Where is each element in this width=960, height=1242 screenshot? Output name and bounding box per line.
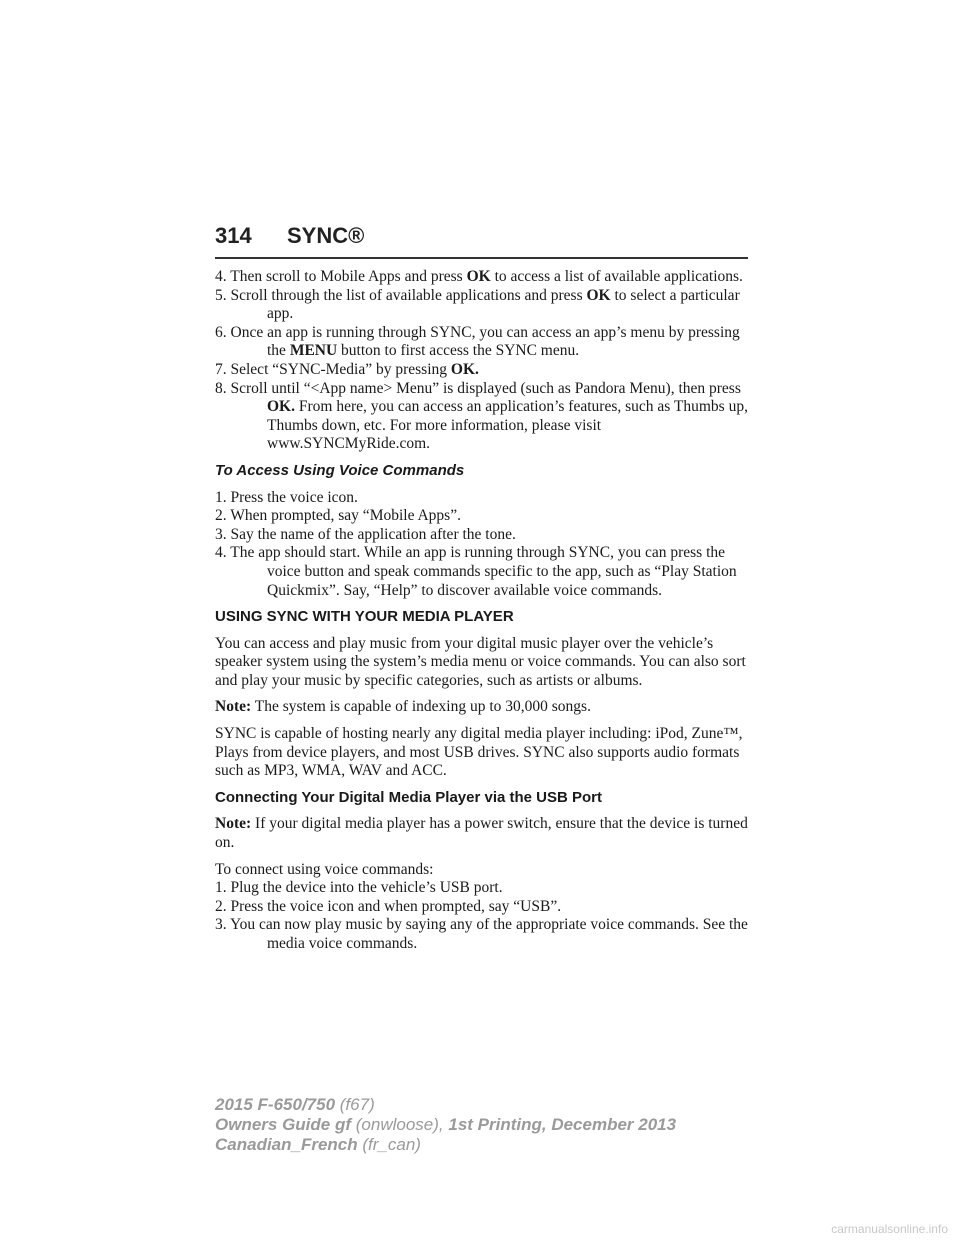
media-paragraph-2: SYNC is capable of hosting nearly any digital media player including: iPod, Zune™, Plays from device players, and most USB drives. SYNC also supports audio formats such as MP3, WMA, WAV and ACC.	[215, 725, 743, 780]
list-item: 8. Scroll until “<App name> Menu” is displayed (such as Pandora Menu), then press OK. From here, you can access an application’s features, such as Thumbs up, Thumbs down, etc. For more information, please visit www.SYNCMyRide.com.	[215, 379, 748, 453]
connect-steps-list	[215, 879, 755, 953]
section-title: SYNC®	[287, 223, 365, 248]
media-player-heading: USING SYNC WITH YOUR MEDIA PLAYER	[215, 608, 514, 626]
voice-commands-heading: To Access Using Voice Commands	[215, 461, 465, 479]
footer-line-2: Owners Guide gf (onwloose), 1st Printing, December 2013	[215, 1115, 677, 1134]
document-footer	[215, 1095, 676, 1155]
page-header	[215, 223, 364, 249]
footer-line-3: Canadian_French (fr_can)	[215, 1135, 421, 1154]
list-item: 3. You can now play music by saying any of the appropriate voice commands. See the media voice commands.	[215, 916, 748, 952]
page-number: 314	[215, 223, 252, 248]
footer-line-1: 2015 F-650/750 (f67)	[215, 1095, 375, 1114]
note-indexing: Note: The system is capable of indexing up to 30,000 songs.	[215, 698, 591, 716]
list-item: 1. Press the voice icon.	[215, 488, 358, 506]
app-steps-list	[215, 268, 755, 454]
list-item: 1. Plug the device into the vehicle’s USB port.	[215, 879, 503, 897]
list-item: 2. When prompted, say “Mobile Apps”.	[215, 507, 461, 525]
list-item: 2. Press the voice icon and when prompted, say “USB”.	[215, 897, 562, 915]
page-body	[215, 268, 755, 962]
list-item: 5. Scroll through the list of available applications and press OK to select a particular app.	[215, 286, 740, 323]
list-item: 6. Once an app is running through SYNC, you can access an app’s menu by pressing the MENU button to first access the SYNC menu.	[215, 323, 740, 360]
connect-intro: To connect using voice commands:	[215, 860, 434, 878]
usb-heading: Connecting Your Digital Media Player via the USB Port	[215, 788, 603, 806]
note-power-switch: Note: If your digital media player has a power switch, ensure that the device is turned on.	[215, 815, 748, 852]
list-item: 4. The app should start. While an app is running through SYNC, you can press the voice button and speak commands specific to the app, such as “Play Station Quickmix”. Say, “Help” to discover available voice commands.	[215, 544, 737, 599]
list-item: 3. Say the name of the application after the tone.	[215, 525, 516, 543]
watermark: carmanualsonline.info	[831, 1222, 948, 1236]
list-item: 4. Then scroll to Mobile Apps and press OK to access a list of available applications.	[215, 268, 743, 285]
voice-steps-list	[215, 489, 755, 601]
list-item: 7. Select “SYNC-Media” by pressing OK.	[215, 360, 479, 378]
header-rule	[215, 257, 748, 259]
media-paragraph-1: You can access and play music from your digital music player over the vehicle’s speaker system using the system’s media menu or voice commands. You can also sort and play your music by specific categories, such as artists or albums.	[215, 634, 746, 689]
